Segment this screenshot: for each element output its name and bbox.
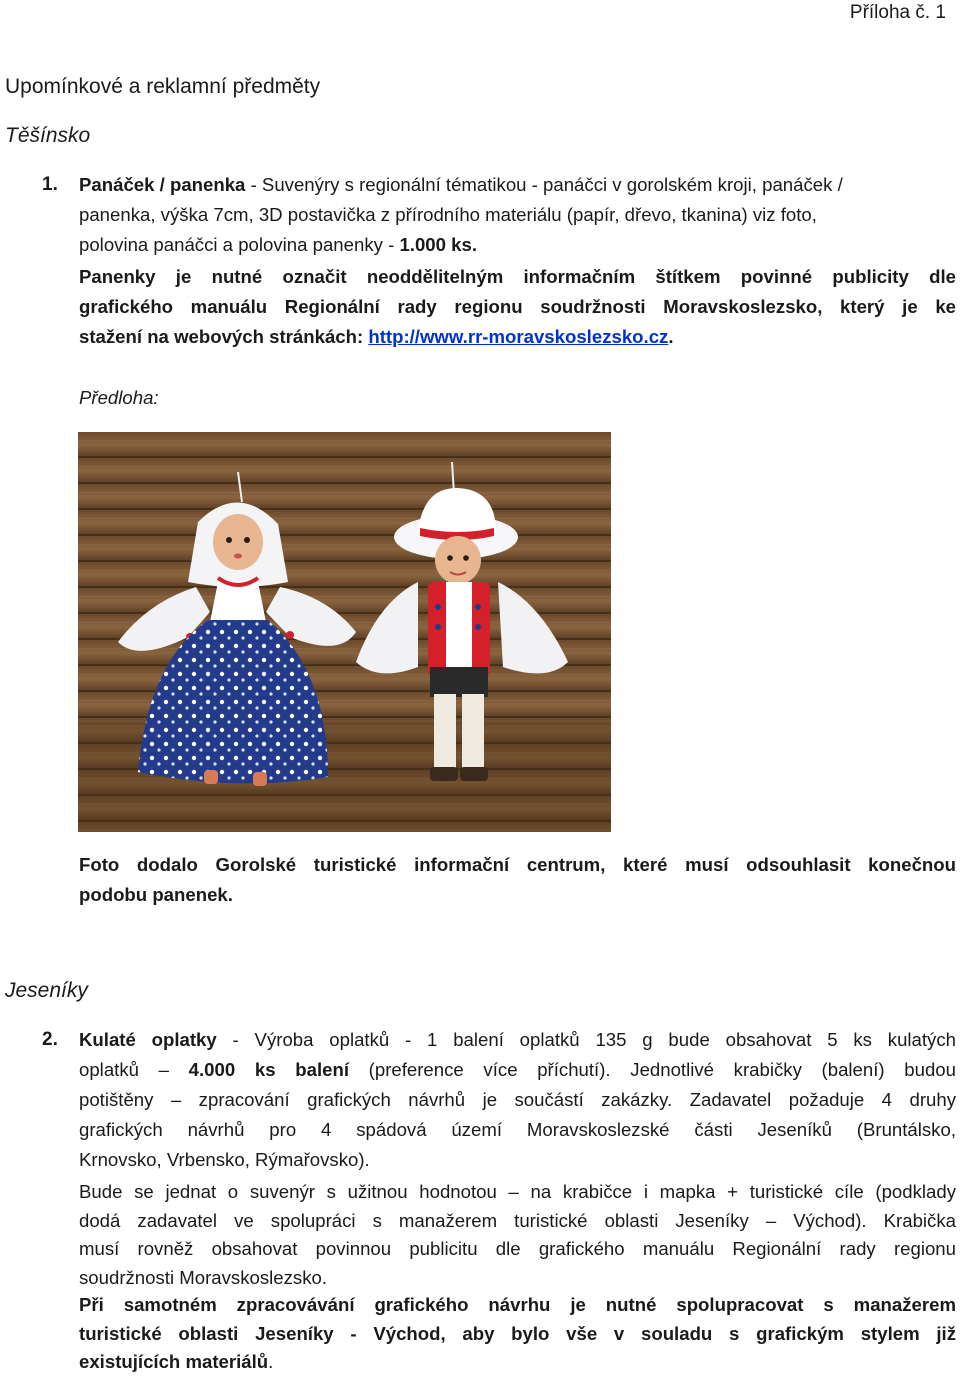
caption-line-1: Foto dodalo Gorolské turistické informační centrum, které musí odsouhlasit konečnou (79, 854, 956, 875)
item-1-name: Panáček / panenka (79, 174, 246, 195)
p2-line-2: dodá zadavatel ve spolupráci s manažerem turistické oblasti Jeseníky – Východ). Krabička (79, 1209, 956, 1231)
item-number-1: 1. (42, 174, 58, 195)
item-2-paragraph-3 (79, 1291, 956, 1377)
attachment-label: Příloha č. 1 (849, 2, 946, 23)
caption-line-2: podobu panenek. (79, 884, 233, 905)
p3-line-3: existujících materiálů. (79, 1351, 274, 1372)
p2-line-4: soudržnosti Moravskoslezsko. (79, 1266, 328, 1288)
p3-line-2: turistické oblasti Jeseníky - Východ, aby bylo vše v souladu s grafickým stylem již (79, 1322, 956, 1344)
item-2-quantity: 4.000 ks balení (188, 1059, 349, 1080)
item-2-line-1: Kulaté oplatky - Výroba oplatků - 1 balení oplatků 135 g bude obsahovat 5 ks kulatých (79, 1029, 956, 1050)
item-2-paragraph-2 (79, 1178, 956, 1292)
region-heading-jeseniky: Jeseníky (5, 979, 88, 1002)
document-title: Upomínkové a reklamní předměty (5, 75, 321, 98)
item-1-line-2: panenka, výška 7cm, 3D postavička z přírodního materiálu (papír, dřevo, tkanina) viz foto, (79, 204, 817, 225)
dolls-photo (78, 432, 611, 832)
item-number-2: 2. (42, 1029, 58, 1050)
note-line-1: Panenky je nutné označit neoddělitelným informačním štítkem povinné publicity dle (79, 266, 956, 287)
item-2-description (79, 1025, 956, 1175)
item-2-line-3: potištěny – zpracování grafických návrhů je součástí zakázky. Zadavatel požaduje 4 druhy (79, 1089, 956, 1110)
item-1-line-3: polovina panáčci a polovina panenky - 1.000 ks. (79, 234, 477, 255)
photo-caption (79, 850, 956, 910)
note-line-2: grafického manuálu Regionální rady regionu soudržnosti Moravskoslezsko, který je ke (79, 296, 956, 317)
item-1-description (79, 170, 956, 260)
item-2-name: Kulaté oplatky (79, 1029, 217, 1050)
item-2-line-4: grafických návrhů pro 4 spádová území Moravskoslezské části Jeseníků (Bruntálsko, (79, 1119, 956, 1140)
item-1-quantity: 1.000 ks. (399, 234, 477, 255)
p3-line-1: Při samotném zpracovávání grafického návrhu je nutné spolupracovat s manažerem (79, 1294, 956, 1315)
item-1-publicity-note (79, 262, 956, 352)
item-1-line-1: Panáček / panenka - Suvenýry s regionální tématikou - panáčci v gorolském kroji, panáček / (79, 174, 843, 195)
p2-line-3: musí rovněž obsahovat povinnou publicitu dle grafického manuálu Regionální rady regionu (79, 1238, 956, 1259)
region-heading-tesinsko: Těšínsko (5, 124, 91, 147)
item-2-line-5: Krnovsko, Vrbensko, Rýmařovsko). (79, 1149, 370, 1170)
item-2-line-2: oplatků – 4.000 ks balení (preference více příchutí). Jednotlivé krabičky (balení) budou (79, 1059, 956, 1080)
template-label: Předloha: (79, 387, 159, 408)
p2-line-1: Bude se jednat o suvenýr s užitnou hodnotou – na krabičce i mapka + turistické cíle (podklady (79, 1181, 956, 1202)
publicity-manual-link[interactable]: http://www.rr-moravskoslezsko.cz (368, 326, 669, 347)
note-line-3: stažení na webových stránkách: http://www.rr-moravskoslezsko.cz. (79, 326, 674, 347)
